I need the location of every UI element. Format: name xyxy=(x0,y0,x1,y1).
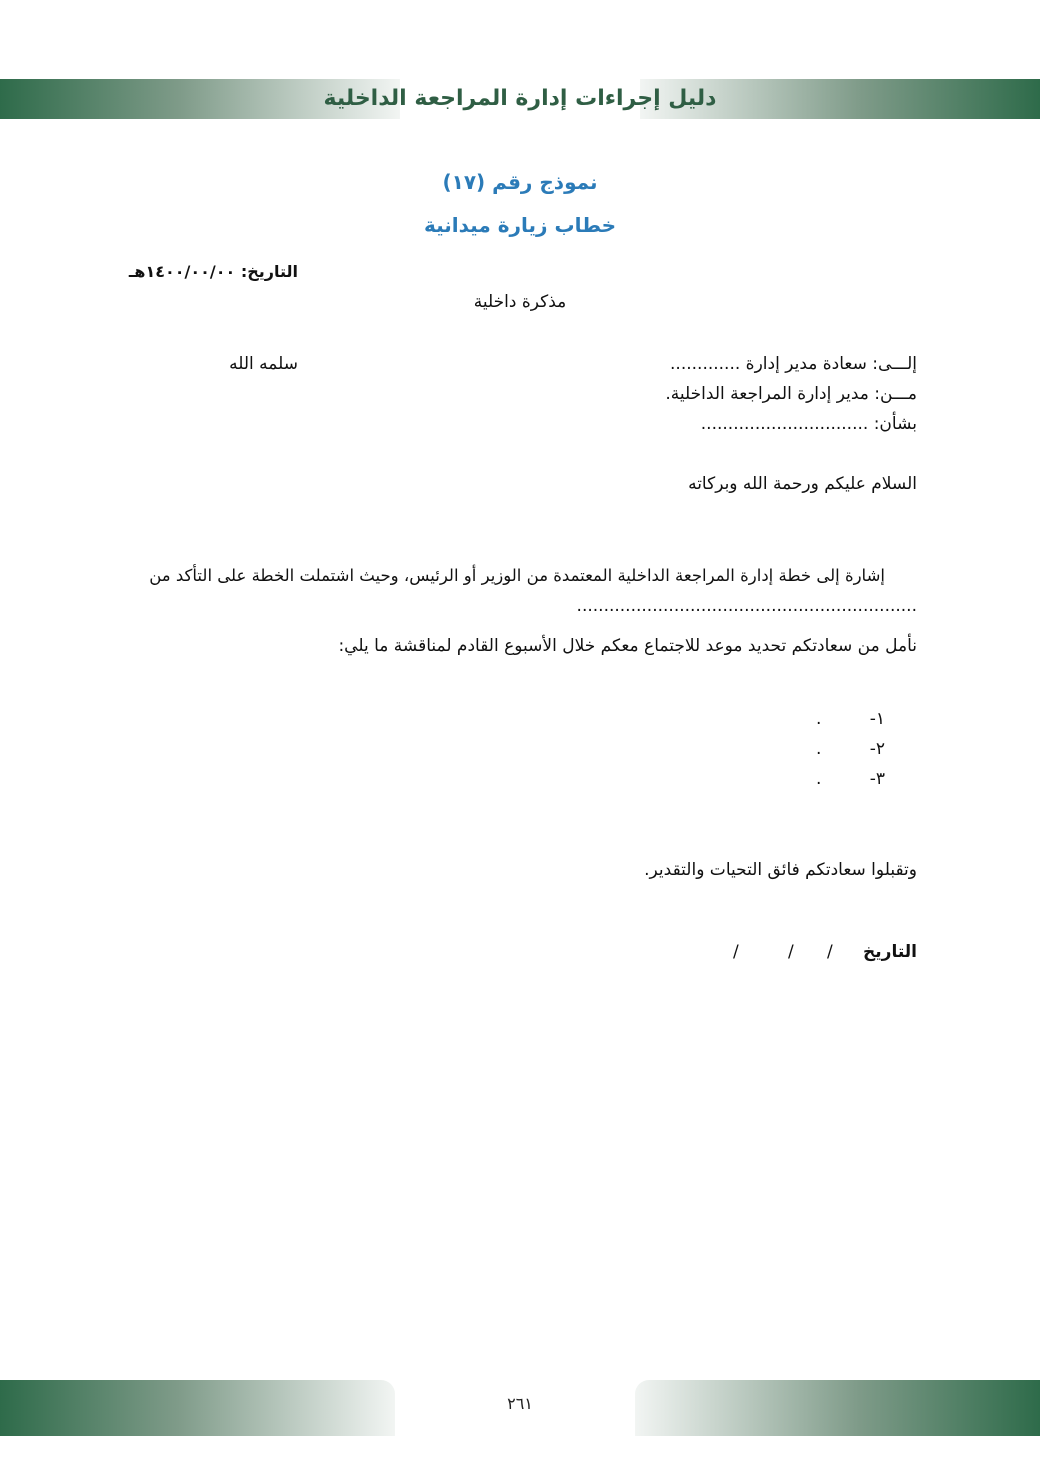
list-item-3-number: ٣- xyxy=(869,769,885,789)
form-title: خطاب زيارة ميدانية xyxy=(423,213,617,237)
signature-date-slash-2: / xyxy=(788,942,794,962)
signature-date-slash-3: / xyxy=(733,942,739,962)
salutation-right: سلمه الله xyxy=(229,354,298,374)
list-item-3-dot: . xyxy=(816,769,822,789)
list-item-1-number: ١- xyxy=(869,709,885,729)
closing-line: وتقبلوا سعادتكم فائق التحيات والتقدير. xyxy=(644,860,917,880)
signature-date-slash-1: / xyxy=(827,942,833,962)
signature-date-label: التاريخ xyxy=(863,942,917,962)
date-line: التاريخ: ١٤٠٠/٠٠/٠٠هـ xyxy=(128,262,298,281)
list-item-1-dot: . xyxy=(816,709,822,729)
header-title: دليل إجراءات إدارة المراجعة الداخلية xyxy=(323,86,717,111)
subject-line: بشأن: ............................... xyxy=(700,414,917,434)
list-item-2-number: ٢- xyxy=(869,739,885,759)
list-item-2-dot: . xyxy=(816,739,822,759)
body-paragraph-1: إشارة إلى خطة إدارة المراجعة الداخلية المعتمدة من الوزير أو الرئيس، وحيث اشتملت الخطة على التأكد من xyxy=(149,566,885,585)
from-line: مـــن: مدير إدارة المراجعة الداخلية. xyxy=(665,384,917,404)
greeting: السلام عليكم ورحمة الله وبركاته xyxy=(688,474,917,494)
memo-label: مذكرة داخلية xyxy=(473,292,567,312)
form-number: نموذج رقم (١٧) xyxy=(442,170,598,194)
page-number: ٢٦١ xyxy=(507,1394,533,1413)
body-paragraph-2: نأمل من سعادتكم تحديد موعد للاجتماع معكم خلال الأسبوع القادم لمناقشة ما يلي: xyxy=(338,636,917,656)
to-line: إلـــى: سعادة مدير إدارة ............. xyxy=(670,354,917,374)
body-paragraph-1-dots: ............................................................... xyxy=(576,596,917,616)
